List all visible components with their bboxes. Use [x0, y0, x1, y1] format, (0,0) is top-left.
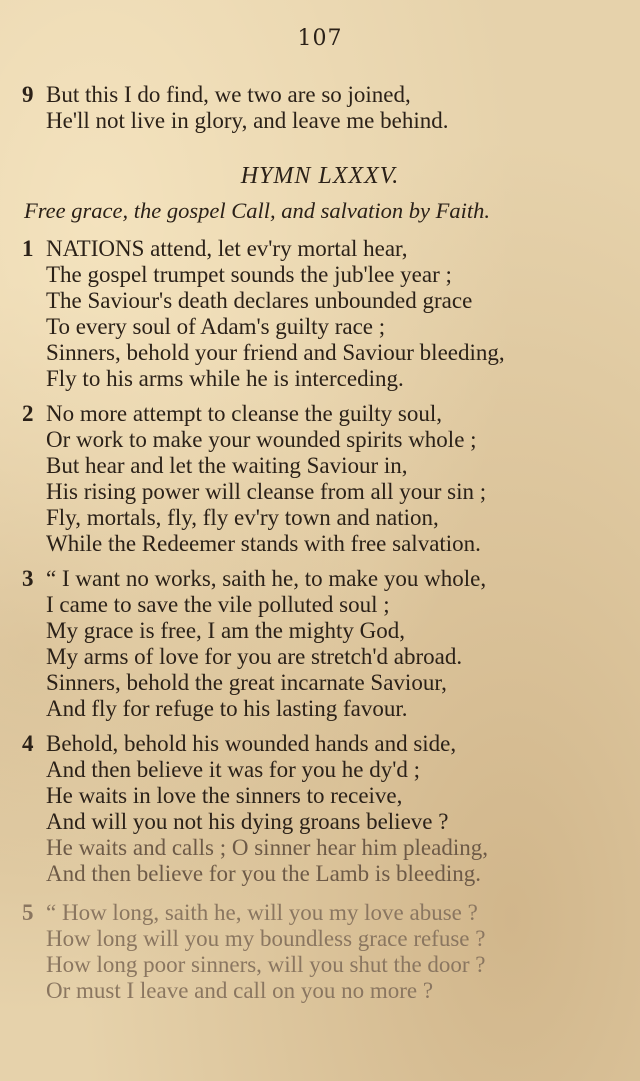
verse-line: But hear and let the waiting Saviour in,	[46, 453, 408, 478]
verse-number: 1	[22, 236, 34, 261]
verse-line: Or work to make your wounded spirits whole ;	[46, 427, 477, 452]
verse-line: How long will you my boundless grace refuse ?	[46, 926, 486, 951]
verse-line: Fly, mortals, fly, fly ev'ry town and nation,	[46, 505, 439, 530]
hymn-subtitle: Free grace, the gospel Call, and salvation by Faith.	[24, 198, 490, 223]
verse-line: My arms of love for you are stretch'd abroad.	[46, 644, 463, 669]
verse-line: Sinners, behold the great incarnate Saviour,	[46, 670, 447, 695]
verse-number: 4	[22, 731, 34, 756]
verse-line: 4 Behold, behold his wounded hands and side,	[22, 731, 457, 756]
verse-line: 1 NATIONS attend, let ev'ry mortal hear,	[22, 236, 408, 261]
verse-line: 5 “ How long, saith he, will you my love abuse ?	[22, 900, 478, 925]
verse-line: Sinners, behold your friend and Saviour bleeding,	[46, 340, 505, 365]
verse-line: Or must I leave and call on you no more ?	[46, 978, 434, 1003]
verse-line: He waits in love the sinners to receive,	[46, 783, 403, 808]
verse-line: His rising power will cleanse from all your sin ;	[46, 479, 487, 504]
verse-line: The gospel trumpet sounds the jub'lee year ;	[46, 262, 452, 287]
verse-line: To every soul of Adam's guilty race ;	[46, 314, 386, 339]
verse-line: And then believe it was for you he dy'd ;	[46, 757, 420, 782]
hymn-title: HYMN LXXXV.	[240, 163, 400, 189]
verse-line: 2 No more attempt to cleanse the guilty soul,	[22, 401, 443, 426]
verse-line: I came to save the vile polluted soul ;	[46, 592, 390, 617]
verse-line: He waits and calls ; O sinner hear him pleading,	[46, 835, 488, 860]
verse-number: 2	[22, 401, 34, 426]
verse-line: While the Redeemer stands with free salvation.	[46, 531, 481, 556]
verse-line: He'll not live in glory, and leave me behind.	[46, 108, 449, 133]
verse-line: 3 “ I want no works, saith he, to make you whole,	[22, 566, 487, 591]
verse-line: And then believe for you the Lamb is bleeding.	[46, 861, 481, 886]
verse-line: How long poor sinners, will you shut the door ?	[46, 952, 486, 977]
verse-3	[22, 566, 622, 722]
verse-5	[22, 900, 622, 1004]
verse-2	[22, 401, 622, 557]
verse-number: 9	[22, 82, 34, 107]
verse-line: Fly to his arms while he is interceding.	[46, 366, 404, 391]
verse-line: And fly for refuge to his lasting favour.	[46, 696, 408, 721]
verse-line: 9 But this I do find, we two are so joined,	[22, 82, 411, 107]
verse-4	[22, 731, 622, 887]
page-number: 107	[297, 26, 343, 51]
verse-number: 5	[22, 900, 34, 925]
previous-verse-9	[22, 82, 622, 134]
verse-line: The Saviour's death declares unbounded grace	[46, 288, 473, 313]
verse-1	[22, 236, 622, 392]
verse-number: 3	[22, 566, 34, 591]
verse-line: My grace is free, I am the mighty God,	[46, 618, 405, 643]
verse-line: And will you not his dying groans believe ?	[46, 809, 449, 834]
